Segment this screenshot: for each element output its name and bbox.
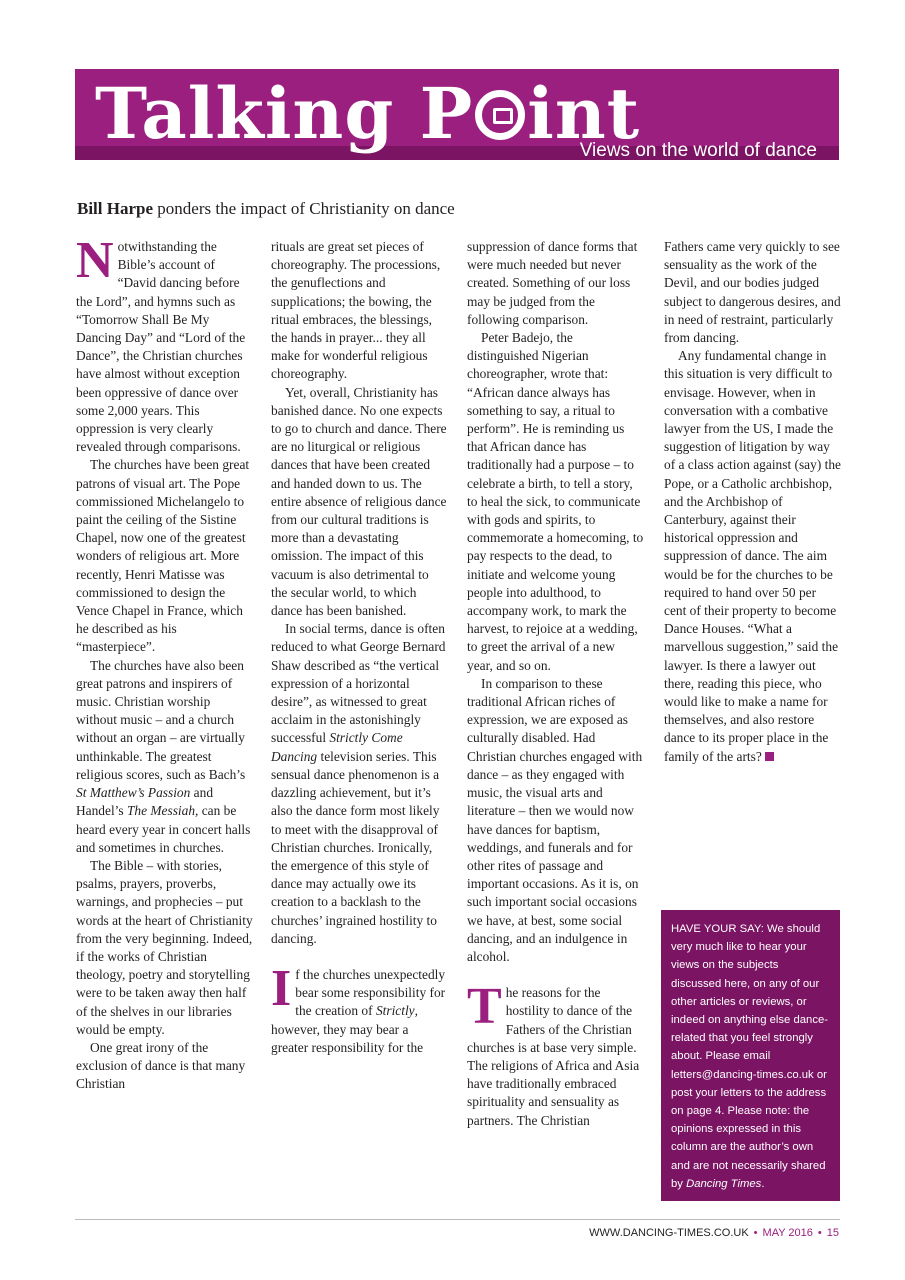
page-title (95, 71, 640, 157)
footer (589, 1227, 839, 1239)
paragraph: Yet, overall, Christianity has banished dance. No one expects to go to church and dance. There are no liturgical or religious dances that have been created and handed down to us. The entire absence of religious dance from our cultural traditions is more than a devastating omission. The impact of this vacuum is also detrimental to the secular world, to which dance has been banished. (271, 384, 447, 619)
drop-cap: N (76, 232, 114, 289)
footer-site: WWW.DANCING-TIMES.CO.UK (589, 1227, 749, 1239)
column-1 (76, 232, 253, 1094)
footer-divider (75, 1219, 840, 1220)
byline-text: ponders the impact of Christianity on dance (153, 199, 455, 218)
drop-cap: T (467, 978, 502, 1036)
paragraph: The Bible – with stories, psalms, prayers, proverbs, warnings, and prophecies – put words at the heart of Christianity from the very beginning. Indeed, if the works of Christian theology, poetry and storytelling were to be taken away then half of the shelves in our libraries would be empty. (76, 857, 253, 1037)
paragraph: The reasons for the hostility to dance of the Fathers of the Christian churches is at base very simple. The religions of Africa and Asia have traditionally embraced spirituality and sensuality as partners. The Christian (467, 978, 640, 1128)
title-text-start: Talking P (95, 72, 474, 155)
paragraph: Any fundamental change in this situation is very difficult to envisage. However, when in conversation with a combative lawyer from the US, I made the suggestion of litigation by way of a class action against (say) the Pope, or a Catholic archbishop, and the Archbishop of Canterbury, against their historical oppression and suppression of dance. The aim would be for the churches to be required to hand over 50 per cent of their property to become Dance Houses. “What a marvellous suggestion,” said the lawyer. Is there a lawyer out there, reading this piece, who would like to make a name for themselves, and also restore dance to its proper place in the family of the arts? (664, 348, 841, 764)
title-text-end: int (527, 72, 641, 155)
drop-cap: I (271, 959, 292, 1017)
paragraph: The churches have been great patrons of visual art. The Pope commissioned Michelangelo to paint the ceiling of the Sistine Chapel, now one of the greatest wonders of religious art. More recently, Henri Matisse was commissioned to design the Vence Chapel in France, which he described as his “masterpiece”. (76, 457, 250, 655)
paragraph: rituals are great set pieces of choreography. The processions, the genuflections and supplications; the bowing, the ritual embraces, the blessings, the hands in prayer... they all make for wonderful religious choreography. (271, 239, 441, 382)
speech-bubble-icon (475, 90, 525, 140)
end-mark-icon (765, 752, 774, 761)
column-2 (271, 238, 448, 1057)
paragraph: Peter Badejo, the distinguished Nigerian choreographer, wrote that: “African dance always has something to say, a ritual to perform”. He is reminding us that African dance has traditionally had a purpose – to celebrate a birth, to tell a story, to heal the sick, to communicate with gods and spirits, to commemorate a homecoming, to pay respects to the dead, to initiate and welcome young people into adulthood, to accompany work, to mark the harvest, to rejoice at a wedding, to greet the arrival of a new year, and so on. (467, 330, 644, 673)
paragraph: One great irony of the exclusion of dance is that many Christian (76, 1039, 246, 1092)
page-subtitle: Views on the world of dance (579, 140, 817, 160)
column-3 (467, 238, 644, 1130)
footer-issue: MAY 2016 (762, 1227, 813, 1239)
column-4 (664, 238, 841, 766)
paragraph: If the churches unexpectedly bear some responsibility for the creation of Strictly, however, they may bear a greater responsibility for the (271, 959, 446, 1055)
paragraph: suppression of dance forms that were much needed but never created. Something of our loss may be judged from the following comparison. (467, 239, 638, 327)
paragraph: Notwithstanding the Bible’s account of “David dancing before the Lord”, and hymns such as “Tomorrow Shall Be My Dancing Day” and “Lord of the Dance”, the Christian churches have almost without exception been oppressive of dance over some 2,000 years. This oppression is very clearly revealed through comparisons. (76, 232, 246, 455)
footer-bullet: • (817, 1227, 822, 1239)
paragraph: Fathers came very quickly to see sensuality as the work of the Devil, and our bodies judged subject to dangerous desires, and in need of restraint, particularly from dancing. (664, 239, 841, 346)
have-your-say-box: HAVE YOUR SAY: We should very much like to hear your views on the subjects discussed here, on any of our other articles or reviews, or indeed on anything else dance-related that you feel strongly about. Please email letters@dancing-times.co.uk or post your letters to the address on page 4. Please note: the opinions expressed in this column are the author’s own and are not necessarily shared by Dancing Times. (661, 910, 840, 1201)
paragraph: The churches have also been great patrons and inspirers of music. Christian worship without music – and a church without an organ – are virtually unthinkable. The greatest religious scores, such as Bach’s St Matthew’s Passion and Handel’s The Messiah, can be heard every year in concert halls and sometimes in churches. (76, 657, 251, 855)
header-banner (75, 69, 839, 160)
byline (77, 199, 455, 219)
author-name: Bill Harpe (77, 199, 154, 218)
paragraph: In comparison to these traditional African riches of expression, we are exposed as culturally disabled. Had Christian churches engaged with dance – as they engaged with music, the visual arts and literature – then we would now have dances for baptism, weddings, and funerals and for other rites of passage and important occasions. As it is, on such important social occasions we have, at best, some social dancing, and an indulgence in alcohol. (467, 675, 643, 964)
page-number: 15 (826, 1227, 839, 1239)
paragraph: In social terms, dance is often reduced to what George Bernard Shaw described as “the vertical expression of a horizontal desire”, as witnessed to great acclaim in the astonishingly successful Strictly Come Dancing television series. This sensual dance phenomenon is a dazzling achievement, but it’s also the dance form most likely to meet with the disapproval of Christian churches. Ironically, the emergence of this style of dance may actually owe its creation to a backlash to the churches’ ingrained hostility to dancing. (271, 621, 446, 946)
footer-bullet: • (753, 1227, 758, 1239)
